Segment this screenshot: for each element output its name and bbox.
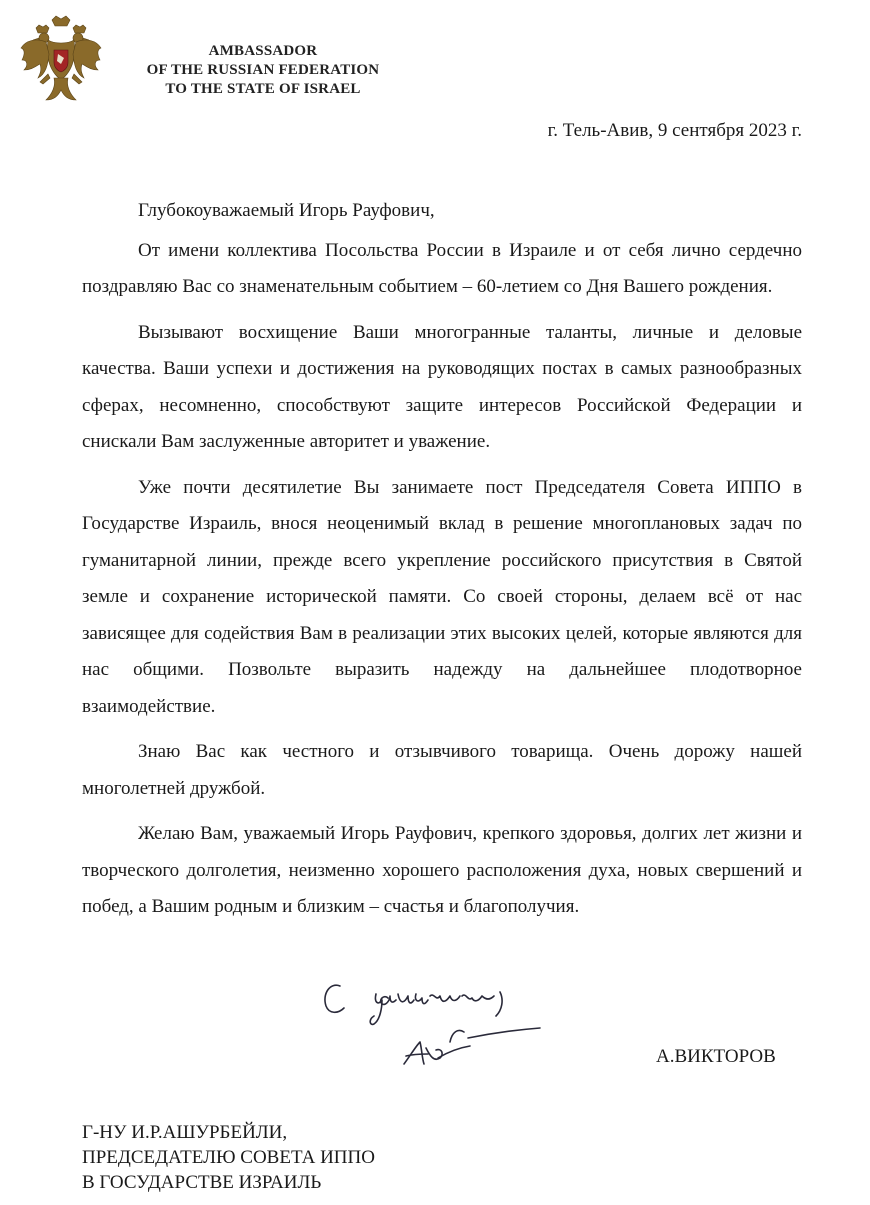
paragraph: Желаю Вам, уважаемый Игорь Рауфович, крепкого здоровья, долгих лет жизни и творческого долголетия, неизменно хорошего расположения духа, новых свершений и побед, а Вашим родным и близким – счастья и благополучия. (82, 823, 802, 917)
addressee-line: В ГОСУДАРСТВЕ ИЗРАИЛЬ (82, 1172, 322, 1193)
letter-date: г. Тель-Авив, 9 сентября 2023 г. (547, 120, 802, 141)
header-line: OF THE RUSSIAN FEDERATION (146, 62, 380, 78)
header-line: AMBASSADOR (208, 43, 318, 59)
signature-icon (318, 972, 558, 1082)
coat-of-arms-icon (18, 14, 104, 106)
paragraph: Вызывают восхищение Ваши многогранные таланты, личные и деловые качества. Ваши успехи и достижения на руководящих постах в самых разнообразных сферах, несомненно, способствуют защите интересов Российской Федерации и снискали Вам заслуженные авторитет и уважение. (82, 321, 802, 452)
paragraph: Знаю Вас как честного и отзывчивого товарища. Очень дорожу нашей многолетней дружбой. (82, 741, 802, 799)
addressee-line: Г-НУ И.Р.АШУРБЕЙЛИ, (82, 1122, 288, 1143)
paragraph: От имени коллектива Посольства России в Израиле и от себя лично сердечно поздравляю Вас со знаменательным событием – 60-летием со Дня Вашего рождения. (82, 239, 802, 297)
salutation: Глубокоуважаемый Игорь Рауфович, (138, 200, 435, 221)
addressee-block (82, 1120, 375, 1195)
ambassador-header (118, 42, 408, 99)
paragraph: Уже почти десятилетие Вы занимаете пост Председателя Совета ИППО в Государстве Израиль, внося неоценимый вклад в решение многоплановых задач по гуманитарной линии, прежде всего укрепление российского присутствия в Святой земле и сохранение исторической памяти. Со своей стороны, делаем всё от нас зависящее для содействия Вам в реализации этих высоких целей, которые являются для нас общими. Позвольте выразить надежду на дальнейшее плодотворное взаимодействие. (82, 476, 802, 717)
addressee-line: ПРЕДСЕДАТЕЛЮ СОВЕТА ИППО (82, 1147, 375, 1168)
letter-body (82, 193, 802, 935)
header-line: TO THE STATE OF ISRAEL (165, 81, 361, 97)
signer-name: А.ВИКТОРОВ (656, 1046, 776, 1067)
